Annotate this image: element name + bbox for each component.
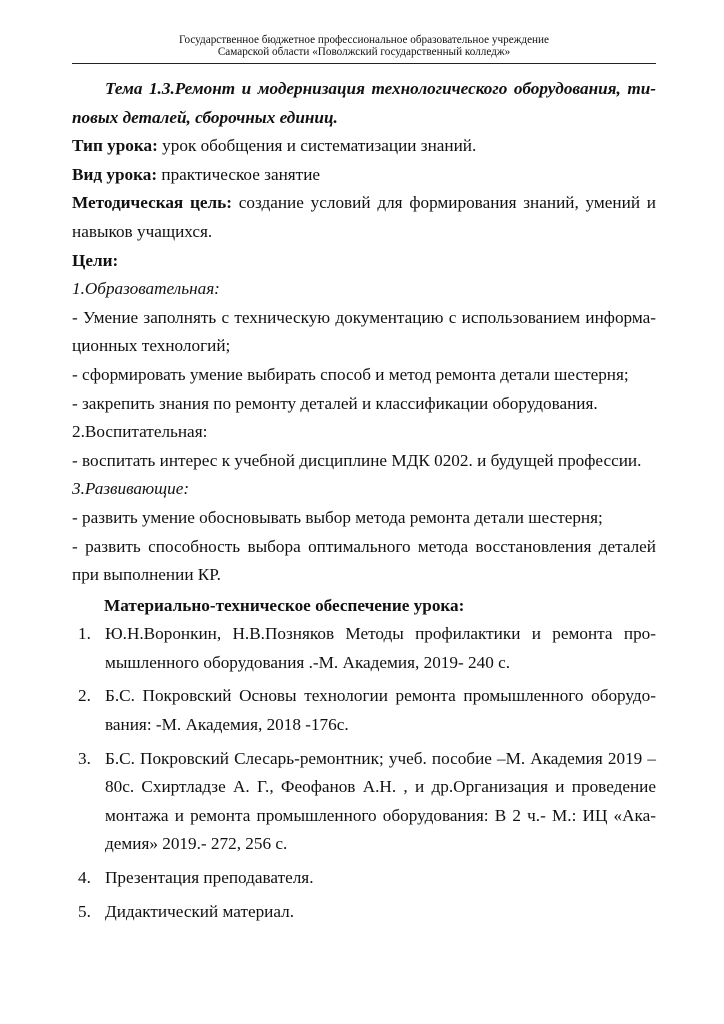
goal-developing-item-2-line2: при выполнении КР. [72, 565, 221, 585]
materials-item-line: Б.С. Покровский Основы технологии ремонта промышленного оборудо- [105, 686, 656, 706]
document-header [72, 34, 656, 64]
materials-item [72, 745, 656, 859]
materials-item-line: вания: -М. Академия, 2018 -176с. [105, 715, 349, 735]
lesson-kind-label: Вид урока: [72, 164, 158, 184]
materials-item-number: 5. [78, 901, 91, 921]
goal-educational-item-2: - сформировать умение выбирать способ и метод ремонта детали шестерня; [72, 364, 629, 384]
method-goal-line2: навыков учащихся. [72, 221, 213, 241]
materials-item-line: мышленного оборудования .-М. Академия, 2019- 240 с. [105, 652, 511, 672]
goals-title: Цели: [72, 250, 119, 270]
goal-educational-item-1-line1: - Умение заполнять с техническую документацию с использованием информа- [72, 307, 656, 327]
method-goal-line1 [72, 189, 656, 218]
materials-item [72, 898, 656, 927]
materials-list [72, 620, 656, 926]
goal-educational-item-3: - закрепить знания по ремонту деталей и классификации оборудования. [72, 393, 598, 413]
materials-title: Материально-техническое обеспечение урока: [104, 595, 465, 615]
materials-item-number: 2. [78, 686, 91, 706]
materials-item-number: 3. [78, 748, 91, 768]
materials-item [72, 864, 656, 893]
materials-item-line: демия» 2019.- 272, 256 с. [105, 834, 288, 854]
goal-developing-item-2-line1: - развить способность выбора оптимального метода восстановления деталей [72, 536, 656, 556]
materials-item-line: монтажа и ремонта промышленного оборудования: В 2 ч.- М.: ИЦ «Ака- [105, 805, 656, 825]
header-institution-line: Государственное бюджетное профессиональное образовательное учреждение [178, 34, 550, 46]
materials-item [72, 620, 656, 677]
method-goal-value: создание условий для формирования знаний, умений и [232, 193, 657, 213]
goal-developing-title: 3.Развивающие: [72, 479, 190, 499]
materials-item-number: 1. [78, 624, 91, 644]
materials-item [72, 682, 656, 739]
method-goal-label: Методическая цель: [72, 193, 232, 213]
document-body [72, 75, 656, 931]
materials-item-number: 4. [78, 868, 91, 888]
topic-title-line1: Тема 1.3.Ремонт и модернизация технологического оборудования, ти- [105, 79, 656, 98]
lesson-type-label: Тип урока: [72, 136, 158, 156]
header-college-line: Самарской области «Поволжский государственный колледж» [217, 46, 511, 58]
materials-item-line: Б.С. Покровский Слесарь-ремонтник; учеб. пособие –М. Академия 2019 – [105, 748, 656, 768]
goal-upbringing-title: 2.Воспитательная: [72, 422, 208, 442]
lesson-kind [72, 161, 656, 190]
topic-title-line2: повых деталей, сборочных единиц. [72, 107, 338, 127]
materials-item-line: Презентация преподавателя. [105, 868, 314, 888]
lesson-kind-value: практическое занятие [157, 164, 321, 184]
materials-item-line: Дидактический материал. [105, 901, 295, 921]
goal-educational-item-1-line2: ционных технологий; [72, 336, 231, 356]
goal-developing-item-1: - развить умение обосновывать выбор метода ремонта детали шестерня; [72, 507, 603, 527]
lesson-type-value: урок обобщения и систематизации знаний. [157, 136, 477, 156]
materials-item-line: 80с. Схиртладзе А. Г., Феофанов А.Н. , и др.Организация и проведение [105, 777, 656, 797]
materials-item-line: Ю.Н.Воронкин, Н.В.Позняков Методы профилактики и ремонта про- [105, 624, 656, 644]
lesson-type [72, 132, 656, 161]
goal-educational-title: 1.Образовательная: [72, 279, 220, 299]
goal-upbringing-item-1: - воспитать интерес к учебной дисциплине МДК 0202. и будущей профессии. [72, 450, 642, 470]
